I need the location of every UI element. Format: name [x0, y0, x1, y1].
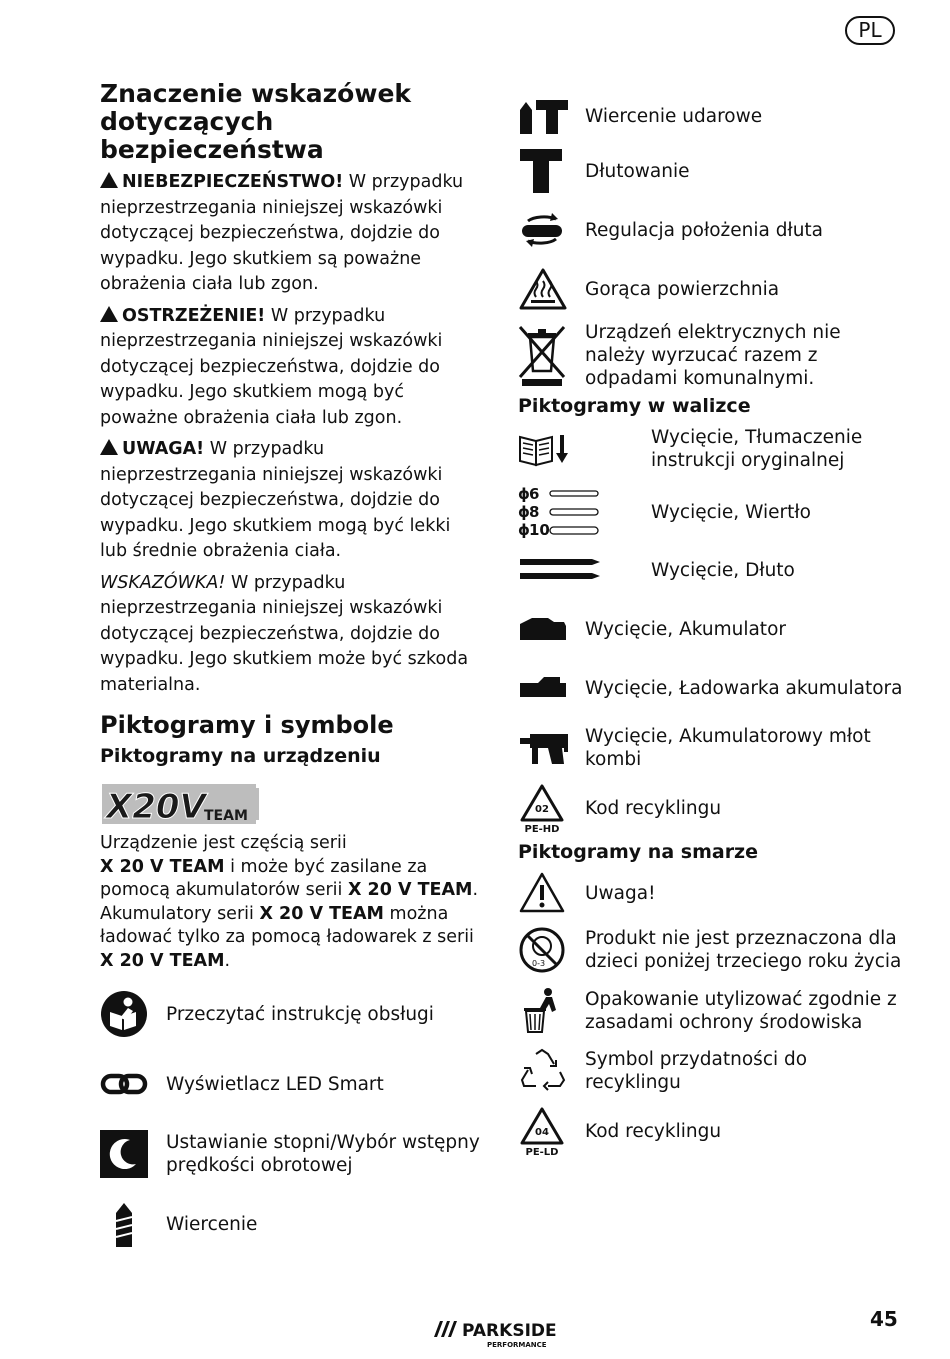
pictogram-label: Urządzeń elektrycznych nie należy wyrzucać razem z odpadami komunalnymi.: [585, 321, 841, 389]
danger-label: NIEBEZPIECZEŃSTWO!: [122, 172, 344, 192]
pictogram-row-chisel: [518, 147, 918, 195]
chisel-rotate-icon: [518, 207, 585, 253]
pictogram-label: Produkt nie jest przeznaczona dla dzieci poniżej trzeciego roku życia: [585, 928, 902, 972]
warning-triangle-icon: [100, 439, 118, 455]
warning-triangle-icon: [100, 306, 118, 322]
pictogram-row-charger-slot: [518, 660, 918, 716]
series-bold-3: X 20 V TEAM: [259, 903, 384, 924]
pictogram-row-read-manual: [100, 985, 482, 1043]
chisel-slot-icon: [518, 555, 651, 585]
pictogram-row-recycle: [518, 1042, 918, 1100]
series-bold-2: X 20 V TEAM: [347, 880, 473, 900]
pictogram-label: Wycięcie, Dłuto: [651, 559, 795, 581]
hammer-drill-icon: [518, 98, 585, 134]
brand-subline: PERFORMANCE: [487, 1341, 547, 1349]
caution-paragraph: [100, 437, 482, 565]
chisel-icon: [518, 147, 585, 195]
parkside-logo: [432, 1313, 582, 1353]
pictogram-label: Kod recyklingu: [585, 797, 722, 819]
series-text-4: można ładować tylko za pomocą ładowarek z serii: [100, 903, 474, 947]
pictogram-label: Symbol przydatności do recyklingu: [585, 1049, 808, 1093]
pictogram-row-dispose: [518, 982, 918, 1040]
pictogram-label: Dłutowanie: [585, 160, 690, 182]
speed-preset-icon: [100, 1129, 166, 1179]
pictogram-label: Wycięcie, Tłumaczenie instrukcji oryginalnej: [651, 427, 863, 471]
note-label: WSKAZÓWKA!: [100, 572, 226, 593]
danger-text: W przypadku nieprzestrzegania niniejszej wskazówki dotyczącej bezpieczeństwa, dojdzie do wypadku. Jego skutkiem są poważne obrażenia ciała lub zgon.: [100, 172, 464, 294]
recycling-peld-icon: [518, 1105, 585, 1157]
caution-text: W przypadku nieprzestrzegania niniejszej wskazówki dotyczącej bezpieczeństwa, dojdzie do wypadku. Jego skutkiem mogą być lekki lub średnie obrażenia ciała.: [100, 439, 451, 561]
pictogram-row-drill-bits-slot: [518, 482, 918, 542]
led-smart-icon: [100, 1059, 166, 1109]
x20v-team-logo: [100, 782, 260, 826]
device-pictograms-subtitle: Piktogramy na urządzeniu: [100, 745, 381, 767]
warning-label: OSTRZEŻENIE!: [122, 305, 266, 326]
pictogram-row-drilling: [100, 1195, 482, 1253]
right-column: [518, 96, 918, 1160]
recycling-pehd-icon: [518, 782, 585, 834]
drill-bits-slot-icon: [518, 483, 651, 541]
series-text-3: . Akumulatory serii: [100, 880, 479, 924]
pictogram-row-hammer-drill: [518, 96, 918, 136]
danger-paragraph: [100, 170, 482, 298]
pictogram-row-chisel-rotate: [518, 206, 918, 254]
pictogram-row-hot-surface: [518, 265, 918, 313]
pictogram-row-no-children: [518, 922, 918, 978]
drill-bit-icon: [100, 1199, 166, 1249]
pictogram-label: Wiercenie: [166, 1213, 258, 1235]
recycling-code-02: 02: [535, 804, 549, 815]
pictogram-row-speed-preset: [100, 1125, 482, 1183]
caution-icon: [518, 871, 585, 915]
combi-hammer-slot-icon: [518, 730, 585, 766]
weee-bin-icon: [518, 323, 585, 387]
pictogram-label: Wiercenie udarowe: [585, 105, 763, 127]
case-pictograms-subtitle: Piktogramy w walizce: [518, 395, 751, 417]
left-column: [100, 80, 482, 1253]
warning-triangle-icon: [100, 172, 118, 188]
pictogram-label: Regulacja położenia dłuta: [585, 219, 824, 241]
pictogram-label: Wyświetlacz LED Smart: [166, 1073, 384, 1095]
pictogram-row-weee: [518, 320, 918, 390]
language-badge: PL: [845, 16, 895, 45]
warning-paragraph: [100, 304, 482, 432]
recycling-material-pehd: PE-HD: [524, 824, 560, 834]
pictogram-label: Wycięcie, Wiertło: [651, 501, 811, 523]
series-bold-1: X 20 V TEAM: [100, 856, 225, 877]
dispose-bin-icon: [518, 986, 585, 1036]
safety-title: Znaczenie wskazówek dotyczących bezpieczeństwa: [100, 79, 412, 164]
series-text-2: i może być zasilane za pomocą akumulatorów serii: [100, 856, 428, 900]
pictogram-row-chisel-slot: [518, 544, 918, 596]
series-bold-4: X 20 V TEAM: [100, 950, 225, 971]
caution-label: UWAGA!: [122, 439, 205, 459]
charger-slot-icon: [518, 675, 585, 701]
pictogram-row-manual-slot: [518, 420, 918, 478]
pictogram-row-battery-slot: [518, 601, 918, 657]
svg-text:ϕ: ϕ: [518, 521, 530, 539]
pictogram-label: Wycięcie, Akumulatorowy młot kombi: [585, 726, 871, 770]
pictogram-label: Ustawianie stopni/Wybór wstępny prędkości obrotowej: [166, 1132, 480, 1176]
logo-team-text: TEAM: [204, 808, 248, 824]
pictogram-row-caution: [518, 868, 918, 918]
pictogram-label: Kod recyklingu: [585, 1120, 722, 1142]
recycling-material-peld: PE-LD: [525, 1147, 559, 1157]
pictogram-row-recycling-pehd: [518, 780, 918, 836]
pictogram-label: Gorąca powierzchnia: [585, 278, 780, 300]
pictogram-label: Opakowanie utylizować zgodnie z zasadami ochrony środowiska: [585, 989, 897, 1033]
pictogram-label: Uwaga!: [585, 882, 656, 904]
svg-text:ϕ: ϕ: [518, 503, 530, 521]
pictogram-row-combi-hammer-slot: [518, 718, 918, 778]
drill-size-8: 8: [529, 503, 540, 521]
read-manual-icon: [100, 989, 166, 1039]
logo-x20v-text: X20V: [106, 787, 206, 826]
age-0-3-text: 0-3: [532, 959, 546, 968]
grease-pictograms-subtitle: Piktogramy na smarze: [518, 841, 759, 863]
note-text: W przypadku nieprzestrzegania niniejszej wskazówki dotyczącej bezpieczeństwa, dojdzie do wypadku. Jego skutkiem może być szkoda materialna.: [100, 572, 469, 695]
series-text-5: .: [224, 950, 231, 971]
series-info: [100, 832, 482, 973]
hot-surface-icon: [518, 267, 585, 311]
pictograms-title: Piktogramy i symbole: [100, 711, 394, 739]
recycle-arrows-icon: [518, 1048, 585, 1094]
recycling-code-04: 04: [535, 1127, 549, 1138]
no-children-icon: [518, 926, 585, 974]
manual-slot-icon: [518, 431, 651, 467]
note-paragraph: [100, 571, 482, 699]
brand-name: PARKSIDE: [462, 1321, 557, 1341]
svg-text:ϕ: ϕ: [518, 485, 530, 503]
pictogram-label: Wycięcie, Akumulator: [585, 618, 786, 640]
pictogram-row-led-smart: [100, 1055, 482, 1113]
pictogram-label: Przeczytać instrukcję obsługi: [166, 1003, 434, 1025]
pictogram-row-recycling-peld: [518, 1102, 918, 1160]
warning-text: W przypadku nieprzestrzegania niniejszej wskazówki dotyczącej bezpieczeństwa, dojdzie do wypadku. Jego skutkiem mogą być poważne obrażenia ciała lub zgon.: [100, 305, 443, 428]
page-number: 45: [870, 1307, 898, 1331]
battery-slot-icon: [518, 614, 585, 644]
pictogram-label: Wycięcie, Ładowarka akumulatora: [585, 677, 903, 699]
drill-size-6: 6: [529, 485, 540, 503]
drill-size-10: 10: [529, 521, 550, 539]
series-text-1: Urządzenie jest częścią serii: [100, 833, 347, 853]
